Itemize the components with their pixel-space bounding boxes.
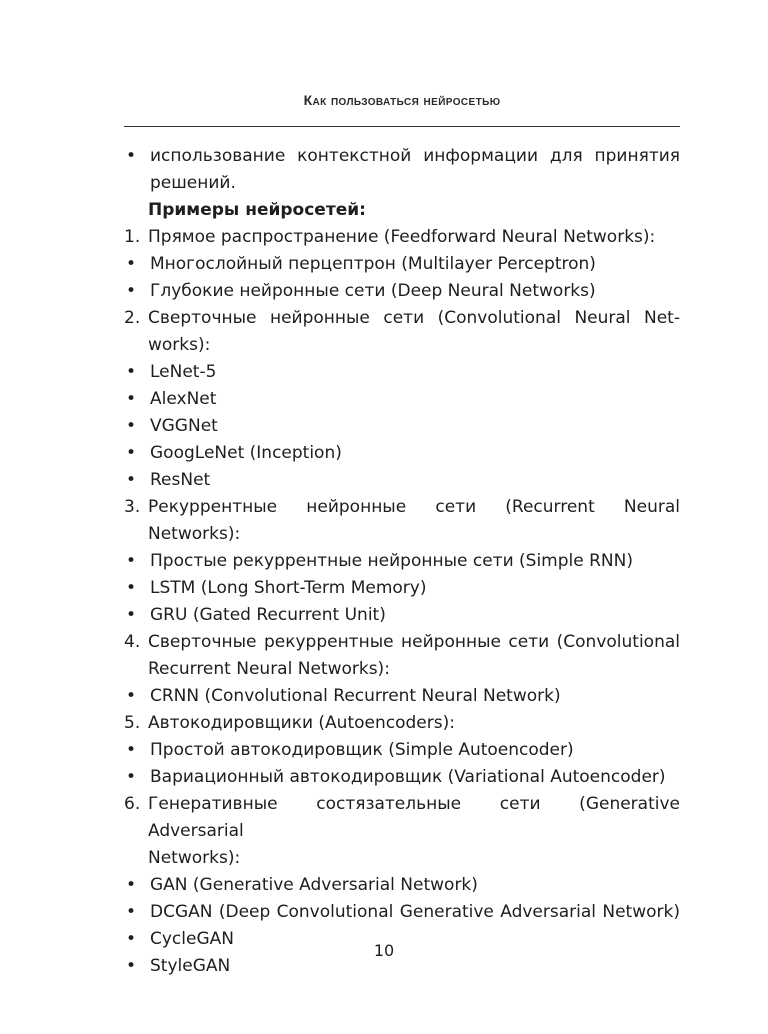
list-item	[124, 278, 680, 305]
list-item	[124, 143, 680, 197]
list-item	[124, 359, 680, 386]
list-item-text: Простые рекуррентные нейронные сети (Simple RNN)	[150, 551, 633, 571]
list-item-text: GRU (Gated Recurrent Unit)	[150, 605, 386, 625]
text-line: Генеративные состязательные сети (Generative Adversarial	[148, 794, 680, 841]
list-item-text: ResNet	[150, 470, 211, 490]
page-number: 10	[373, 941, 395, 960]
number-marker: 2.	[124, 308, 141, 328]
text-line: использование контекстной информации для принятия	[150, 146, 680, 166]
bullet-marker: •	[126, 767, 137, 787]
bullet-marker: •	[126, 740, 137, 760]
list-item	[124, 548, 680, 575]
list-item-text: Глубокие нейронные сети (Deep Neural Networks)	[150, 281, 596, 301]
list-item-text: Рекуррентные нейронные сети (Recurrent Neural Networks):	[148, 497, 680, 544]
list-item-text: LSTM (Long Short-Term Memory)	[150, 578, 427, 598]
bullet-marker: •	[126, 929, 137, 949]
bullet-marker: •	[126, 254, 137, 274]
bullet-marker: •	[126, 551, 137, 571]
header-rule	[124, 126, 680, 127]
list-item-text: VGGNet	[150, 416, 218, 436]
list-item-text	[148, 305, 680, 359]
bullet-marker: •	[126, 902, 137, 922]
list-item-text	[150, 143, 680, 197]
list-item	[124, 386, 680, 413]
list-item	[124, 683, 680, 710]
bullet-marker: •	[126, 443, 137, 463]
numbered-item	[124, 305, 680, 359]
numbered-item	[124, 710, 680, 737]
list-item-text: LeNet-5	[150, 362, 217, 382]
list-item-text: CycleGAN	[150, 929, 234, 949]
number-marker: 5.	[124, 713, 141, 733]
list-item	[124, 467, 680, 494]
bullet-marker: •	[126, 875, 137, 895]
list-item-text: GoogLeNet (Inception)	[150, 443, 342, 463]
list-item	[124, 413, 680, 440]
numbered-item	[124, 629, 680, 683]
bullet-marker: •	[126, 389, 137, 409]
text-line: решений.	[150, 173, 236, 193]
list-item-text: Многослойный перцептрон (Multilayer Perceptron)	[150, 254, 596, 274]
numbered-item	[124, 791, 680, 872]
list-item-text: StyleGAN	[150, 956, 231, 976]
list-item	[124, 602, 680, 629]
bullet-marker: •	[126, 281, 137, 301]
list-item	[124, 575, 680, 602]
bullet-marker: •	[126, 956, 137, 976]
number-marker: 4.	[124, 632, 141, 652]
bullet-marker: •	[126, 146, 137, 166]
bullet-marker: •	[126, 416, 137, 436]
list-body	[124, 143, 680, 980]
list-item-text: Вариационный автокодировщик (Variational Autoencoder)	[150, 767, 666, 787]
list-item-text: DCGAN (Deep Convolutional Generative Adversarial Network)	[150, 902, 680, 922]
number-marker: 1.	[124, 227, 141, 247]
list-item-text	[148, 791, 680, 872]
bullet-marker: •	[126, 470, 137, 490]
list-item	[124, 737, 680, 764]
list-item	[124, 872, 680, 899]
text-line: Networks):	[148, 848, 241, 868]
bullet-marker: •	[126, 605, 137, 625]
bullet-marker: •	[126, 362, 137, 382]
list-item-text: Автокодировщики (Autoencoders):	[148, 713, 455, 733]
examples-subheading: Примеры нейросетей:	[148, 200, 366, 220]
list-item	[124, 899, 680, 926]
list-item-text: AlexNet	[150, 389, 217, 409]
list-item	[124, 251, 680, 278]
text-line: Сверточные рекуррентные нейронные сети (Convolutional	[148, 632, 680, 652]
numbered-item	[124, 494, 680, 548]
list-item-text: Прямое распространение (Feedforward Neural Networks):	[148, 227, 656, 247]
text-line: Сверточные нейронные сети (Convolutional Neural Net-	[148, 308, 680, 328]
list-item-text: GAN (Generative Adversarial Network)	[150, 875, 478, 895]
number-marker: 3.	[124, 497, 141, 517]
list-item	[124, 764, 680, 791]
text-line: works):	[148, 335, 211, 355]
list-item	[124, 440, 680, 467]
list-item-text: Простой автокодировщик (Simple Autoencoder)	[150, 740, 574, 760]
number-marker: 6.	[124, 794, 141, 814]
running-header: Как пользоваться нейросетью	[303, 92, 501, 108]
text-line: Recurrent Neural Networks):	[148, 659, 390, 679]
numbered-item	[124, 224, 680, 251]
bullet-marker: •	[126, 578, 137, 598]
list-item-text: CRNN (Convolutional Recurrent Neural Network)	[150, 686, 561, 706]
list-item-text	[148, 629, 680, 683]
bullet-marker: •	[126, 686, 137, 706]
